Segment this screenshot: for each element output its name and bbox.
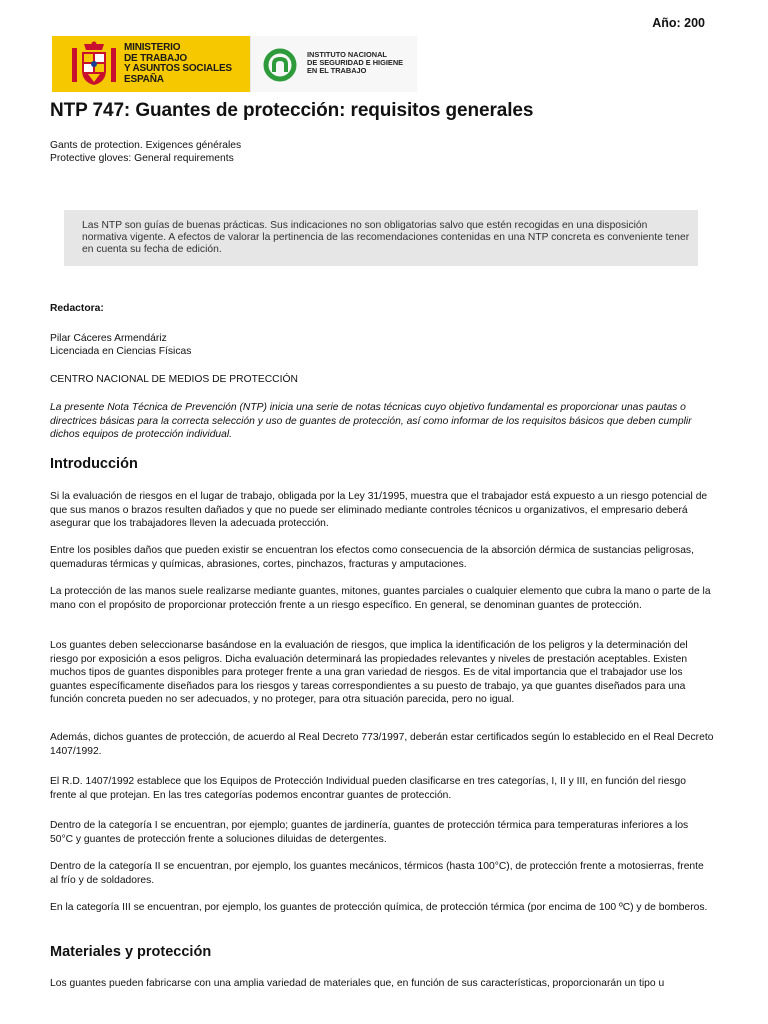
intro-paragraph: Si la evaluación de riesgos en el lugar de trabajo, obligada por la Ley 31/1995, muestra que el trabajador está expuesto a un riesgo potencial de que sus manos o brazos resulten dañados y que no puede ser eliminado mediante controles técnicos u organizativos, el empresario deberá asegurar que los trabajadores lleven la adecuada protección.	[50, 491, 708, 530]
intro-paragraph: Dentro de la categoría II se encuentran, por ejemplo, los guantes mecánicos, térmicos (hasta 100°C), de protección frente a motosierras, frente al frío y de soldadores.	[50, 861, 704, 886]
ministry-line-2: DE TRABAJO	[124, 52, 188, 64]
author-label: Redactora:	[50, 303, 104, 314]
coat-of-arms-icon	[70, 40, 118, 88]
intro-paragraph: En la categoría III se encuentran, por ejemplo, los guantes de protección química, de protección térmica (por encima de 100 ºC) y de bomberos.	[50, 902, 708, 913]
institute-logo-text	[307, 51, 403, 76]
ministry-logo	[52, 36, 250, 92]
institute-emblem-icon	[263, 48, 297, 82]
ministry-line-4: ESPAÑA	[124, 73, 164, 85]
intro-paragraph: Además, dichos guantes de protección, de acuerdo al Real Decreto 773/1997, deberán estar certificados según lo establecido en el Real Decreto 1407/1992.	[50, 732, 714, 757]
institute-line-2: DE SEGURIDAD E HIGIENE	[307, 58, 404, 68]
header-logos	[52, 36, 417, 92]
ministry-line-1: MINISTERIO	[124, 42, 181, 53]
subtitle-french: Gants de protection. Exigences générales	[50, 140, 242, 151]
page-title: NTP 747: Guantes de protección: requisitos generales	[50, 100, 534, 121]
heading-materiales: Materiales y protección	[50, 944, 212, 960]
intro-paragraph: Dentro de la categoría I se encuentran, por ejemplo; guantes de jardinería, guantes de protección térmica para temperaturas inferiores a los 50°C y guantes de protección frente a soluciones diluidas de detergentes.	[50, 820, 689, 845]
intro-paragraph: Entre los posibles daños que pueden existir se encuentran los efectos como consecuencia de la absorción dérmica de sustancias peligrosas, quemaduras térmicas y químicas, abrasiones, cortes, pinchazos, fracturas y amputaciones.	[50, 545, 694, 570]
author-degree: Licenciada en Ciencias Físicas	[50, 346, 192, 357]
ministry-logo-text	[124, 43, 232, 85]
disclaimer-box	[64, 210, 698, 266]
materials-paragraph: Los guantes pueden fabricarse con una amplia variedad de materiales que, en función de sus características, proporcionarán un tipo u	[50, 978, 665, 989]
ministry-line-3: Y ASUNTOS SOCIALES	[124, 63, 232, 74]
disclaimer-text: Las NTP son guías de buenas prácticas. Sus indicaciones no son obligatorias salvo que estén recogidas en una disposición normativa vigente. A efectos de valorar la pertinencia de las recomendaciones contenidas en una NTP concreta es conveniente tener en cuenta su fecha de edición.	[82, 220, 690, 256]
intro-paragraph: El R.D. 1407/1992 establece que los Equipos de Protección Individual pueden clasificarse en tres categorías, I, II y III, en función del riesgo frente al que protejan. En las tres categorías podemos encontrar guantes de protección.	[50, 776, 686, 801]
institute-line-1: INSTITUTO NACIONAL	[307, 50, 387, 59]
abstract: La presente Nota Técnica de Prevención (NTP) inicia una serie de notas técnicas cuyo objetivo fundamental es proporcionar unas pautas o directrices básicas para la correcta selección y uso de guantes de protección, así como informar de los requisitos básicos que deben cumplir dichos equipos de protección individual.	[50, 402, 692, 441]
intro-paragraph: Los guantes deben seleccionarse basándose en la evaluación de riesgos, que implica la identificación de los peligros y la determinación del riesgo por exposición a esos peligros. Dicha evaluación determinará las propiedades relevantes y niveles de prestación aceptables. Existen muchos tipos de guantes disponibles para proteger frente a una gran variedad de riesgos. Es de vital importancia que el trabajador use los guantes específicamente diseñados para los riesgos y tareas correspondientes a su puesto de trabajo, ya que guantes diseñados para una función concreta pueden no ser adecuados, y no proteger, para otra situación parecida, pero no igual.	[50, 640, 688, 706]
year-label: Año: 200	[652, 16, 705, 30]
author-center: CENTRO NACIONAL DE MEDIOS DE PROTECCIÓN	[50, 374, 298, 385]
author-name: Pilar Cáceres Armendáriz	[50, 333, 167, 344]
institute-logo	[250, 36, 417, 92]
subtitle-english: Protective gloves: General requirements	[50, 153, 234, 164]
heading-introduccion: Introducción	[50, 456, 138, 472]
intro-paragraph: La protección de las manos suele realizarse mediante guantes, mitones, guantes parciales o cualquier elemento que cubra la mano o parte de la mano con el propósito de proporcionar protección frente a un riesgo específico. En general, se denominan guantes de protección.	[50, 586, 711, 611]
institute-line-3: EN EL TRABAJO	[307, 66, 367, 76]
